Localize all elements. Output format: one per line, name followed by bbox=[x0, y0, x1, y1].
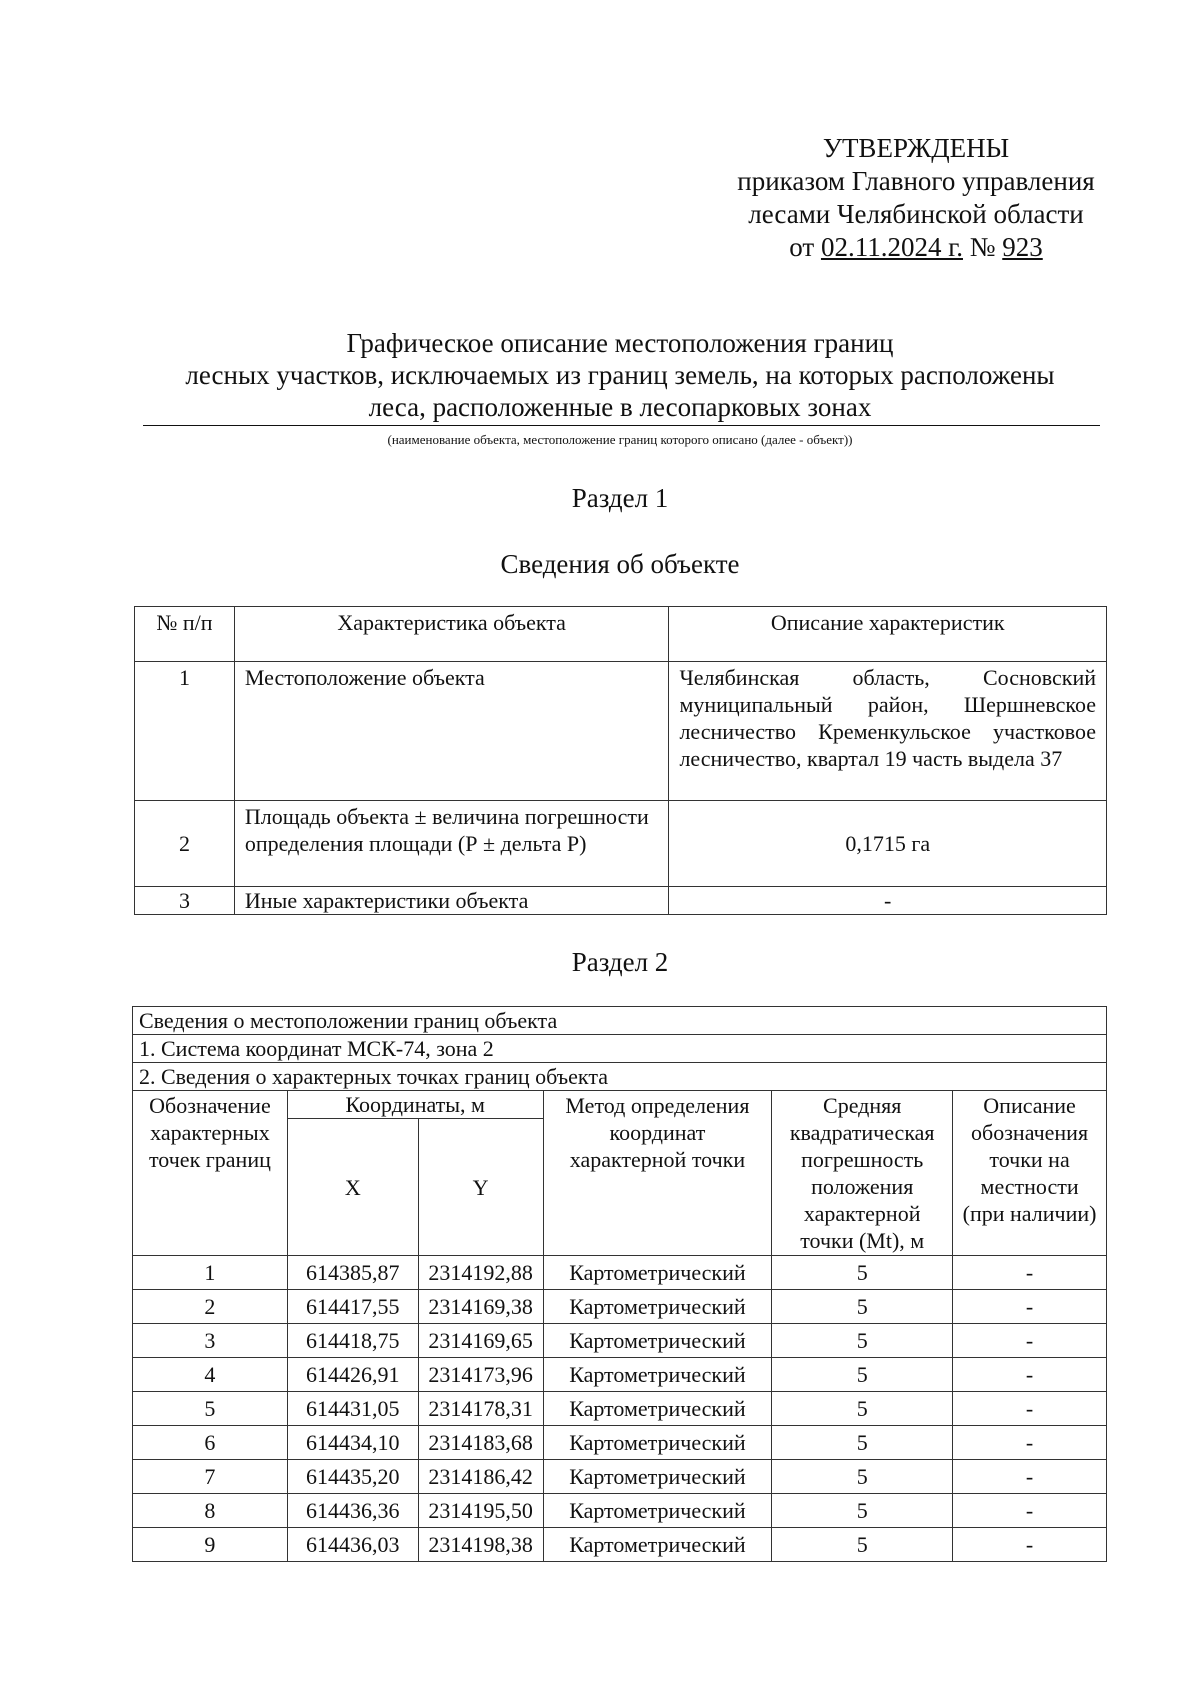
header-designation: Обозначение характерных точек границ bbox=[133, 1091, 288, 1256]
header-error: Средняя квадратическая погрешность положения характерной точки (Mt), м bbox=[772, 1091, 953, 1256]
coord-x: 614431,05 bbox=[287, 1392, 418, 1426]
coord-y: 2314169,65 bbox=[418, 1324, 543, 1358]
document-title bbox=[140, 327, 1100, 423]
header-point-description: Описание обозначения точки на местности (при наличии) bbox=[953, 1091, 1107, 1256]
header-method: Метод определения координат характерной точки bbox=[543, 1091, 772, 1256]
mean-error: 5 bbox=[772, 1324, 953, 1358]
row-characteristic: Местоположение объекта bbox=[234, 662, 669, 801]
point-number: 9 bbox=[133, 1528, 288, 1562]
table-row bbox=[133, 1358, 1107, 1392]
method: Картометрический bbox=[543, 1528, 772, 1562]
coord-x: 614436,36 bbox=[287, 1494, 418, 1528]
header-coordinates: Координаты, м bbox=[287, 1091, 543, 1119]
method: Картометрический bbox=[543, 1256, 772, 1290]
table-row bbox=[133, 1460, 1107, 1494]
section-1-subheading: Сведения об объекте bbox=[500, 549, 740, 579]
title-line-3: леса, расположенные в лесопарковых зонах bbox=[368, 392, 872, 422]
mean-error: 5 bbox=[772, 1426, 953, 1460]
point-description: - bbox=[953, 1392, 1107, 1426]
section-1-heading: Раздел 1 bbox=[571, 483, 669, 513]
mean-error: 5 bbox=[772, 1392, 953, 1426]
number-prefix: № bbox=[969, 232, 996, 262]
coord-y: 2314192,88 bbox=[418, 1256, 543, 1290]
point-number: 8 bbox=[133, 1494, 288, 1528]
point-description: - bbox=[953, 1494, 1107, 1528]
coord-x: 614417,55 bbox=[287, 1290, 418, 1324]
row-characteristic: Иные характеристики объекта bbox=[234, 887, 669, 915]
coord-y: 2314169,38 bbox=[418, 1290, 543, 1324]
points-info-row: 2. Сведения о характерных точках границ объекта bbox=[133, 1063, 1107, 1091]
method: Картометрический bbox=[543, 1426, 772, 1460]
point-description: - bbox=[953, 1426, 1107, 1460]
header-y: Y bbox=[418, 1119, 543, 1256]
coord-y: 2314183,68 bbox=[418, 1426, 543, 1460]
row-value: Челябинская область, Сосновский муниципальный район, Шершневское лесничество Кременкульское участковое лесничество, квартал 19 часть выдела 37 bbox=[669, 662, 1107, 801]
mean-error: 5 bbox=[772, 1460, 953, 1494]
table-row bbox=[135, 887, 1107, 915]
header-x: X bbox=[287, 1119, 418, 1256]
header-description: Описание характеристик bbox=[669, 607, 1107, 662]
header-number: № п/п bbox=[135, 607, 235, 662]
point-description: - bbox=[953, 1324, 1107, 1358]
point-description: - bbox=[953, 1256, 1107, 1290]
approval-block bbox=[690, 132, 1142, 264]
point-description: - bbox=[953, 1290, 1107, 1324]
method: Картометрический bbox=[543, 1324, 772, 1358]
table-header-row bbox=[135, 607, 1107, 662]
table-row bbox=[133, 1392, 1107, 1426]
table-row bbox=[133, 1290, 1107, 1324]
table-row bbox=[133, 1494, 1107, 1528]
title-line-2: лесных участков, исключаемых из границ земель, на которых расположены bbox=[185, 360, 1055, 390]
coordinate-system-row: 1. Система координат МСК-74, зона 2 bbox=[133, 1035, 1107, 1063]
mean-error: 5 bbox=[772, 1528, 953, 1562]
coord-y: 2314178,31 bbox=[418, 1392, 543, 1426]
table-row bbox=[133, 1256, 1107, 1290]
approval-title: УТВЕРЖДЕНЫ bbox=[822, 133, 1010, 163]
point-number: 5 bbox=[133, 1392, 288, 1426]
point-number: 4 bbox=[133, 1358, 288, 1392]
approval-line-3: лесами Челябинской области bbox=[748, 199, 1084, 229]
row-characteristic: Площадь объекта ± величина погрешности определения площади (Р ± дельта Р) bbox=[234, 801, 669, 887]
coord-y: 2314173,96 bbox=[418, 1358, 543, 1392]
mean-error: 5 bbox=[772, 1290, 953, 1324]
coord-y: 2314195,50 bbox=[418, 1494, 543, 1528]
method: Картометрический bbox=[543, 1290, 772, 1324]
coord-x: 614426,91 bbox=[287, 1358, 418, 1392]
coord-y: 2314186,42 bbox=[418, 1460, 543, 1494]
approval-date: 02.11.2024 г. bbox=[820, 232, 963, 262]
method: Картометрический bbox=[543, 1494, 772, 1528]
coord-x: 614434,10 bbox=[287, 1426, 418, 1460]
table-row bbox=[133, 1528, 1107, 1562]
mean-error: 5 bbox=[772, 1494, 953, 1528]
point-number: 2 bbox=[133, 1290, 288, 1324]
section-2-heading: Раздел 2 bbox=[571, 947, 669, 977]
point-number: 1 bbox=[133, 1256, 288, 1290]
coord-x: 614385,87 bbox=[287, 1256, 418, 1290]
header-characteristic: Характеристика объекта bbox=[234, 607, 669, 662]
table-row bbox=[133, 1324, 1107, 1358]
title-line-1: Графическое описание местоположения границ bbox=[346, 328, 894, 358]
coord-x: 614435,20 bbox=[287, 1460, 418, 1494]
row-number: 1 bbox=[135, 662, 235, 801]
coord-x: 614418,75 bbox=[287, 1324, 418, 1358]
method: Картометрический bbox=[543, 1392, 772, 1426]
point-number: 3 bbox=[133, 1324, 288, 1358]
point-number: 6 bbox=[133, 1426, 288, 1460]
point-description: - bbox=[953, 1528, 1107, 1562]
points-body bbox=[133, 1256, 1107, 1562]
row-number: 2 bbox=[135, 801, 235, 887]
method: Картометрический bbox=[543, 1358, 772, 1392]
title-note: (наименование объекта, местоположение границ которого описано (далее - объект)) bbox=[387, 432, 853, 447]
method: Картометрический bbox=[543, 1460, 772, 1494]
boundary-points-table bbox=[132, 1006, 1107, 1562]
mean-error: 5 bbox=[772, 1358, 953, 1392]
coord-x: 614436,03 bbox=[287, 1528, 418, 1562]
mean-error: 5 bbox=[772, 1256, 953, 1290]
table-row bbox=[135, 801, 1107, 887]
approval-line-2: приказом Главного управления bbox=[737, 166, 1095, 196]
date-prefix: от bbox=[789, 232, 815, 262]
coord-y: 2314198,38 bbox=[418, 1528, 543, 1562]
point-description: - bbox=[953, 1358, 1107, 1392]
row-value: - bbox=[669, 887, 1107, 915]
point-description: - bbox=[953, 1460, 1107, 1494]
row-value: 0,1715 га bbox=[669, 801, 1107, 887]
table-row bbox=[133, 1426, 1107, 1460]
title-underline bbox=[143, 425, 1100, 426]
table-title-row: Сведения о местоположении границ объекта bbox=[133, 1007, 1107, 1035]
object-info-table bbox=[134, 606, 1107, 915]
approval-date-line bbox=[690, 231, 1142, 264]
point-number: 7 bbox=[133, 1460, 288, 1494]
row-number: 3 bbox=[135, 887, 235, 915]
table-row bbox=[135, 662, 1107, 801]
approval-number: 923 bbox=[1002, 232, 1043, 262]
